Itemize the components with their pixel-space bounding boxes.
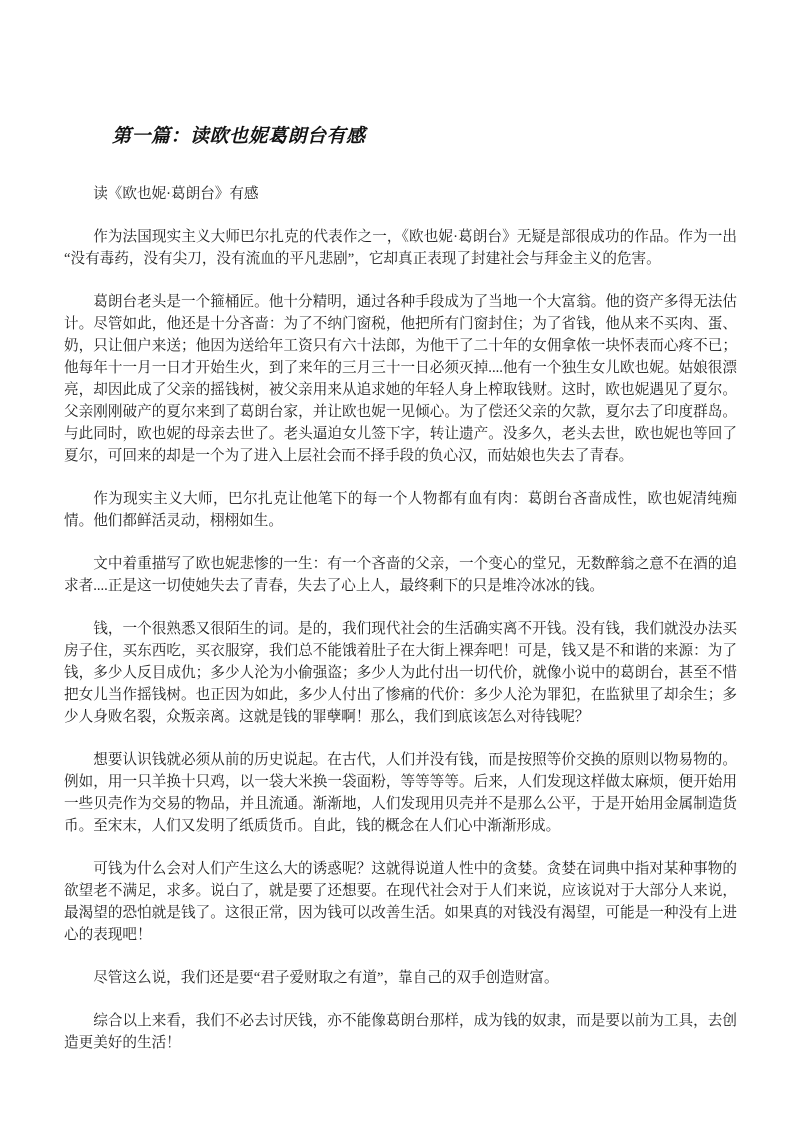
- paragraph: 作为法国现实主义大师巴尔扎克的代表作之一，《欧也妮·葛朗台》无疑是部很成功的作品。作为一出“没有毒药，没有尖刀，没有流血的平凡悲剧”，它却真正表现了封建社会与拜金主义的危害。: [64, 229, 737, 267]
- paragraph: 综合以上来看，我们不必去讨厌钱，亦不能像葛朗台那样，成为钱的奴隶，而是要以前为工具，去创造更美好的生活！: [64, 1013, 737, 1051]
- paragraph: 文中着重描写了欧也妮悲惨的一生：有一个吝啬的父亲，一个变心的堂兄，无数醉翁之意不在酒的追求者....正是这一切使她失去了青春，失去了心上人，最终剩下的只是堆冷冰冰的钱。: [64, 556, 737, 594]
- paragraph: 可钱为什么会对人们产生这么大的诱惑呢？这就得说道人性中的贪婪。贪婪在词典中指对某种事物的欲望老不满足，求多。说白了，就是要了还想要。在现代社会对于人们来说，应该说对于大部分人来说，最渴望的恐怕就是钱了。这很正常，因为钱可以改善生活。如果真的对钱没有渴望，可能是一种没有上进心的表现吧！: [64, 861, 737, 943]
- paragraph: 想要认识钱就必须从前的历史说起。在古代，人们并没有钱，而是按照等价交换的原则以物易物的。例如，用一只羊换十只鸡，以一袋大米换一袋面粉，等等等等。后来，人们发现这样做太麻烦，便开始用一些贝壳作为交易的物品，并且流通。渐渐地，人们发现用贝壳并不是那么公平，于是开始用金属制造货币。至宋末，人们又发明了纸质货币。自此，钱的概念在人们心中渐渐形成。: [64, 752, 737, 834]
- paragraph: 葛朗台老头是一个箍桶匠。他十分精明，通过各种手段成为了当地一个大富翁。他的资产多得无法估计。尽管如此，他还是十分吝啬：为了不纳门窗税，他把所有门窗封住；为了省钱，他从来不买肉、蛋、奶，只让佃户来送；他因为送给年工资只有六十法郎，为他干了二十年的女佣拿侬一块怀表而心疼不已；他每年十一月一日才开始生火，到了来年的三月三十一日必须灭掉....他有一个独生女儿欧也妮。姑娘很漂亮，却因此成了父亲的摇钱树，被父亲用来从追求她的年轻人身上榨取钱财。这时，欧也妮遇见了夏尔。父亲刚刚破产的夏尔来到了葛朗台家，并让欧也妮一见倾心。为了偿还父亲的欠款，夏尔去了印度群岛。与此同时，欧也妮的母亲去世了。老头逼迫女儿签下字，转让遗产。没多久，老头去世，欧也妮也等回了夏尔，可回来的却是一个为了进入上层社会而不择手段的负心汉，而姑娘也失去了青春。: [64, 294, 737, 464]
- paragraph: 尽管这么说，我们还是要“君子爱财取之有道”，靠自己的双手创造财富。: [93, 970, 559, 986]
- paragraph: 钱，一个很熟悉又很陌生的词。是的，我们现代社会的生活确实离不开钱。没有钱，我们就没办法买房子住，买东西吃，买衣服穿，我们总不能饿着肚子在大街上裸奔吧！可是，钱又是不和谐的来源：为了钱，多少人反目成仇；多少人沦为小偷强盗；多少人为此付出一切代价，就像小说中的葛朗台，甚至不惜把女儿当作摇钱树。也正因为如此，多少人付出了惨痛的代价：多少人沦为罪犯，在监狱里了却余生；多少人身败名裂，众叛亲离。这就是钱的罪孽啊！那么，我们到底该怎么对待钱呢？: [64, 621, 737, 725]
- paragraph: 作为现实主义大师，巴尔扎克让他笔下的每一个人物都有血有肉：葛朗台吝啬成性，欧也妮清纯痴情。他们都鲜活灵动，栩栩如生。: [64, 491, 737, 529]
- document-body: [64, 183, 737, 1054]
- document-title: 第一篇：读欧也妮葛朗台有感: [112, 126, 366, 147]
- paragraph-subtitle: 读《欧也妮·葛朗台》有感: [93, 186, 259, 202]
